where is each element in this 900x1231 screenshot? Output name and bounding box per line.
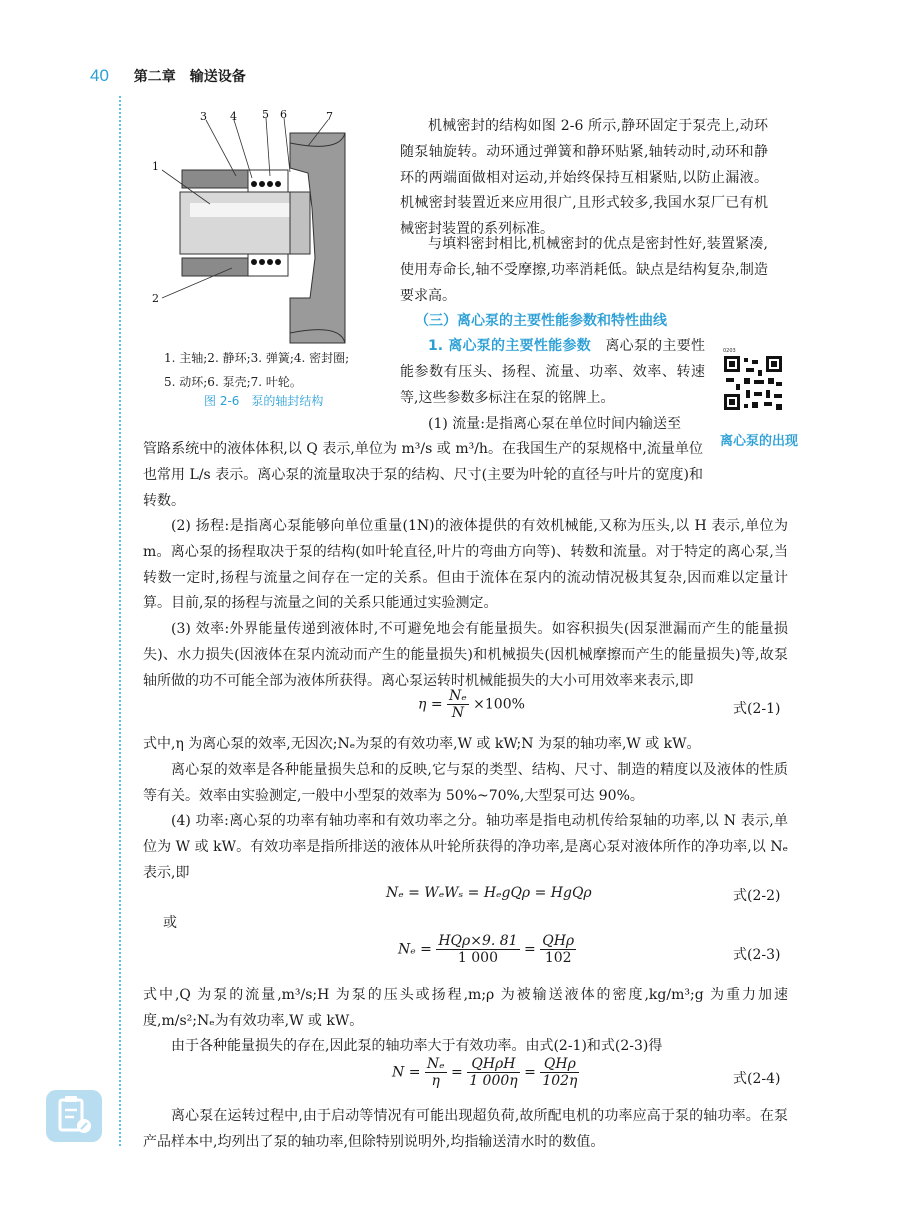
qr-label[interactable]: 离心泵的出现	[720, 434, 799, 449]
para-eq1-explanation: 式中,η 为离心泵的效率,无因次;Nₑ为泵的有效功率,W 或 kW;N 为泵的轴功率,W 或 kW。	[143, 736, 701, 752]
margin-dotted-line	[119, 96, 121, 1146]
eq3-numerator-1: HQρ×9. 81	[438, 933, 518, 949]
section-heading: （三）离心泵的主要性能参数和特性曲线	[415, 313, 667, 329]
eq2-expression: Nₑ = WₑWₛ = HₑgQρ = HgQρ	[386, 885, 592, 901]
left-housing-top	[182, 170, 250, 188]
caption-line-1: 1. 主轴;2. 静环;3. 弹簧;4. 密封圈;	[164, 351, 350, 365]
label-5: 5	[262, 108, 269, 121]
leader-3	[206, 120, 236, 176]
label-2: 2	[152, 292, 159, 305]
equation-2-1	[418, 688, 525, 721]
label-6: 6	[280, 108, 287, 121]
main-shaft	[180, 192, 308, 254]
notes-icon[interactable]	[46, 1090, 102, 1142]
label-3: 3	[200, 110, 207, 123]
eq4-denominator-1: η	[431, 1073, 440, 1089]
qr-code[interactable]	[722, 346, 784, 412]
shaft-highlight	[190, 203, 290, 217]
left-housing-bottom	[182, 258, 250, 276]
leader-5	[266, 118, 270, 176]
para-main-params	[400, 334, 705, 411]
para-flow-continued: 管路系统中的液体体积,以 Q 表示,单位为 m³/s 或 m³/h。在我国生产的泵规格中,流量单位也常用 L/s 表示。离心泵的流量取决于泵的结构、尺寸(主要为叶轮的直径与叶片的宽度)和转数。	[143, 441, 703, 509]
leader-4	[234, 120, 252, 178]
eq1-lhs: η =	[418, 696, 443, 713]
eq4-lhs: N =	[392, 1064, 421, 1081]
eq4-denominator-3: 102η	[542, 1073, 578, 1089]
page-number: 40	[90, 66, 109, 85]
eq-label-2-3: 式(2-3)	[733, 947, 781, 963]
word-or: 或	[163, 915, 177, 931]
para-seal-comparison: 与填料密封相比,机械密封的优点是密封性好,装置紧凑,使用寿命长,轴不受摩擦,功率消耗低。缺点是结构复杂,制造要求高。	[400, 236, 768, 304]
para-efficiency: (3) 效率:外界能量传递到液体时,不可避免地会有能量损失。如容积损失(因泵泄漏而产生的能量损失)、水力损失(因液体在泵内流动而产生的能量损失)和机械损失(因机械摩擦而产生的能量损失)等,故泵轴所做的功不可能全部为液体所获得。离心泵运转时机械能损失的大小可用效率来表示,即	[143, 621, 788, 689]
eq4-equals-1: =	[451, 1064, 463, 1081]
para-head: (2) 扬程:是指离心泵能够向单位重量(1N)的液体提供的有效机械能,又称为压头,以 H 表示,单位为 m。离心泵的扬程取决于泵的结构(如叶轮直径,叶片的弯曲方向等)、转数和流量。对于特定的离心泵,当转数一定时,扬程与流量之间存在一定的关系。但由于流体在泵内的流动情况极其复杂,因而难以定量计算。目前,泵的扬程与流量之间的关系只能通过实验测定。	[143, 518, 788, 612]
figure-title: 图 2-6 泵的轴封结构	[204, 394, 324, 408]
para-mechanical-seal: 机械密封的结构如图 2-6 所示,静环固定于泵壳上,动环随泵轴旋转。动环通过弹簧和静环贴紧,轴转动时,动环和静环的两端面做相对运动,并始终保持互相紧贴,以防止漏液。机械密封装置近来应用很广,且形式较多,我国水泵厂已有机械密封装置的系列标准。	[400, 118, 768, 238]
eq-label-2-2: 式(2-2)	[733, 888, 781, 904]
casing-gap	[290, 192, 310, 254]
eq4-numerator-2: QHρH	[467, 1056, 519, 1073]
page-header	[90, 66, 246, 86]
main-params-text: 离心泵的主要性能参数有压头、扬程、流量、功率、效率、转速等,这些参数多标注在泵的铭牌上。	[400, 338, 705, 406]
eq4-equals-2: =	[524, 1064, 536, 1081]
pump-seal-diagram	[140, 108, 370, 353]
eq1-numerator: Nₑ	[449, 688, 467, 704]
label-4: 4	[230, 110, 237, 123]
clipboard-pencil-icon	[46, 1090, 102, 1142]
subsection-heading: 1. 离心泵的主要性能参数	[428, 338, 592, 354]
eq3-equals: =	[524, 941, 536, 958]
equation-2-3	[398, 933, 576, 966]
caption-line-2: 5. 动环;6. 泵壳;7. 叶轮。	[164, 375, 302, 389]
para-derivation: 由于各种能量损失的存在,因此泵的轴功率大于有效功率。由式(2-1)和式(2-3)得	[171, 1038, 663, 1054]
eq3-denominator-1: 1 000	[457, 950, 498, 966]
para-conclusion: 离心泵在运转过程中,由于启动等情况有可能出现超负荷,故所配电机的功率应高于泵的轴功率。在泵产品样本中,均列出了泵的轴功率,但除特别说明外,均指输送清水时的数值。	[143, 1108, 788, 1150]
qr-code-id: 0203	[723, 348, 736, 354]
label-1: 1	[152, 160, 159, 173]
leader-6	[284, 118, 290, 172]
eq3-numerator-2: QHρ	[542, 933, 575, 949]
eq-label-2-1: 式(2-1)	[733, 701, 781, 717]
eq4-denominator-2: 1 000η	[469, 1073, 518, 1089]
label-7: 7	[326, 110, 333, 123]
equation-2-4	[392, 1056, 579, 1089]
chapter-title: 第二章 输送设备	[133, 69, 246, 85]
eq4-numerator-3: QHρ	[540, 1056, 579, 1073]
eq-label-2-4: 式(2-4)	[733, 1071, 781, 1087]
equation-2-2	[386, 885, 592, 901]
eq1-rest: ×100%	[473, 696, 525, 713]
eq3-denominator-2: 102	[544, 950, 572, 966]
para-eq3-explanation: 式中,Q 为泵的流量,m³/s;H 为泵的压头或扬程,m;ρ 为被输送液体的密度,kg/m³;g 为重力加速度,m/s²;Nₑ为有效功率,W 或 kW。	[143, 987, 788, 1029]
para-power: (4) 功率:离心泵的功率有轴功率和有效功率之分。轴功率是指电动机传给泵轴的功率,以 N 表示,单位为 W 或 kW。有效功率是指所排送的液体从叶轮所获得的净功率,是离心泵对液体所作的净功率,以 Nₑ表示,即	[143, 813, 788, 881]
eq3-lhs: Nₑ =	[398, 941, 432, 958]
figure-caption	[164, 346, 349, 394]
eq4-numerator-1: Nₑ	[426, 1056, 445, 1072]
eq1-denominator: N	[451, 705, 464, 721]
para-flow-start: (1) 流量:是指离心泵在单位时间内输送至	[428, 416, 681, 432]
para-efficiency-2: 离心泵的效率是各种能量损失总和的反映,它与泵的类型、结构、尺寸、制造的精度以及液体的性质等有关。效率由实验测定,一般中小型泵的效率为 50%~70%,大型泵可达 90%。	[143, 762, 788, 804]
